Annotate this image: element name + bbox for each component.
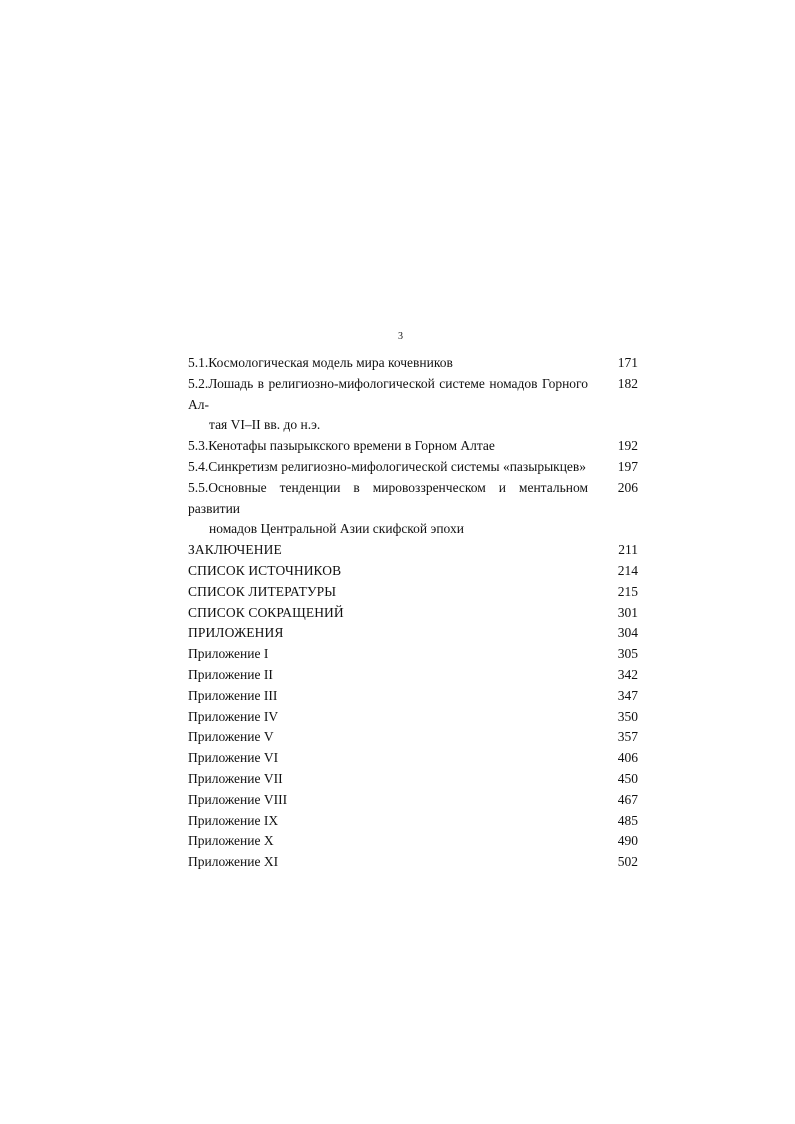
page-number: 3 [398, 331, 403, 342]
toc-entry-title-continuation: номадов Центральной Азии скифской эпохи [209, 521, 464, 537]
toc-entry-title: Приложение III [188, 687, 278, 703]
toc-entry-title: СПИСОК ЛИТЕРАТУРЫ [188, 583, 337, 599]
toc-entry [188, 436, 638, 457]
toc-entry-title: Приложение VI [188, 750, 279, 766]
toc-entry [188, 623, 638, 644]
toc-entry-title-line: 5.4.Синкретизм религиозно-мифологической системы «пазырыкцев» [188, 458, 587, 474]
toc-entry [188, 707, 638, 728]
toc-entry-page: 214 [617, 562, 638, 578]
toc-entry-page: 192 [617, 438, 638, 454]
toc-entry-title: Приложение II [188, 666, 273, 682]
toc-entry-title [188, 374, 588, 436]
toc-entry [188, 478, 638, 540]
toc-entry [188, 353, 638, 374]
toc-entry-page: 171 [617, 355, 638, 370]
toc-entry-page: 206 [617, 479, 638, 495]
toc-entry-title: ПРИЛОЖЕНИЯ [188, 625, 284, 641]
toc-entry-page: 211 [618, 542, 638, 558]
toc-entry-page: 304 [617, 625, 638, 641]
toc-entry [188, 603, 638, 624]
toc-entry-page: 502 [617, 854, 638, 870]
toc-entry-page: 450 [617, 770, 638, 786]
toc-entry-title: Приложение IX [188, 812, 279, 828]
toc-entry [188, 540, 638, 561]
toc-entry-page: 485 [617, 812, 638, 828]
toc-entry-title [188, 436, 588, 457]
toc-entry-title-line: 5.1.Космологическая модель мира кочевников [188, 355, 453, 370]
toc-entry-title: Приложение XI [188, 854, 279, 870]
toc-entry [188, 790, 638, 811]
toc-entry-page: 357 [617, 729, 638, 745]
toc-entry-page: 215 [617, 583, 638, 599]
toc-entry-page: 301 [617, 604, 638, 620]
toc-entry-page: 342 [617, 666, 638, 682]
toc-entry-page: 406 [617, 750, 638, 766]
toc-entry [188, 852, 638, 873]
toc-entry [188, 561, 638, 582]
toc-entry [188, 748, 638, 769]
toc-entry-title: ЗАКЛЮЧЕНИЕ [188, 542, 282, 558]
toc-entry [188, 831, 638, 852]
toc-entry-page: 347 [617, 687, 638, 703]
toc-entry-page: 182 [617, 375, 638, 391]
toc-entry-title-line: 5.3.Кенотафы пазырыкского времени в Горном Алтае [188, 438, 495, 454]
toc-entry [188, 811, 638, 832]
toc-entry-title [188, 457, 588, 478]
toc-entry [188, 686, 638, 707]
toc-entry-title [188, 478, 588, 540]
toc-entry-page: 490 [617, 833, 638, 849]
toc-entry-title: Приложение I [188, 646, 269, 662]
toc-entry-page: 350 [617, 708, 638, 724]
toc-entry-title: СПИСОК СОКРАЩЕНИЙ [188, 604, 344, 620]
toc-entry-title: Приложение VII [188, 770, 283, 786]
toc-entry-title-line: 5.5.Основные тенденции в мировоззренческом и ментальном развитии [188, 479, 588, 516]
toc-entry-title [188, 353, 588, 374]
toc-entry-title-continuation: тая VI–II вв. до н.э. [209, 417, 321, 433]
toc-entry [188, 644, 638, 665]
toc-entry [188, 457, 638, 478]
table-of-contents [188, 353, 638, 873]
toc-entry-title: Приложение VIII [188, 791, 288, 807]
toc-entry [188, 727, 638, 748]
toc-entry-title: Приложение IV [188, 708, 279, 724]
toc-entry-title: Приложение X [188, 833, 274, 849]
toc-entry-page: 305 [617, 646, 638, 662]
toc-entry [188, 582, 638, 603]
toc-entry-title: Приложение V [188, 729, 274, 745]
toc-entry-title: СПИСОК ИСТОЧНИКОВ [188, 562, 342, 578]
toc-entry [188, 374, 638, 436]
toc-entry-title-line: 5.2.Лошадь в религиозно-мифологической системе номадов Горного Ал- [188, 375, 588, 412]
toc-entry-page: 467 [617, 791, 638, 807]
toc-entry-page: 197 [617, 458, 638, 474]
toc-entry [188, 665, 638, 686]
toc-entry [188, 769, 638, 790]
